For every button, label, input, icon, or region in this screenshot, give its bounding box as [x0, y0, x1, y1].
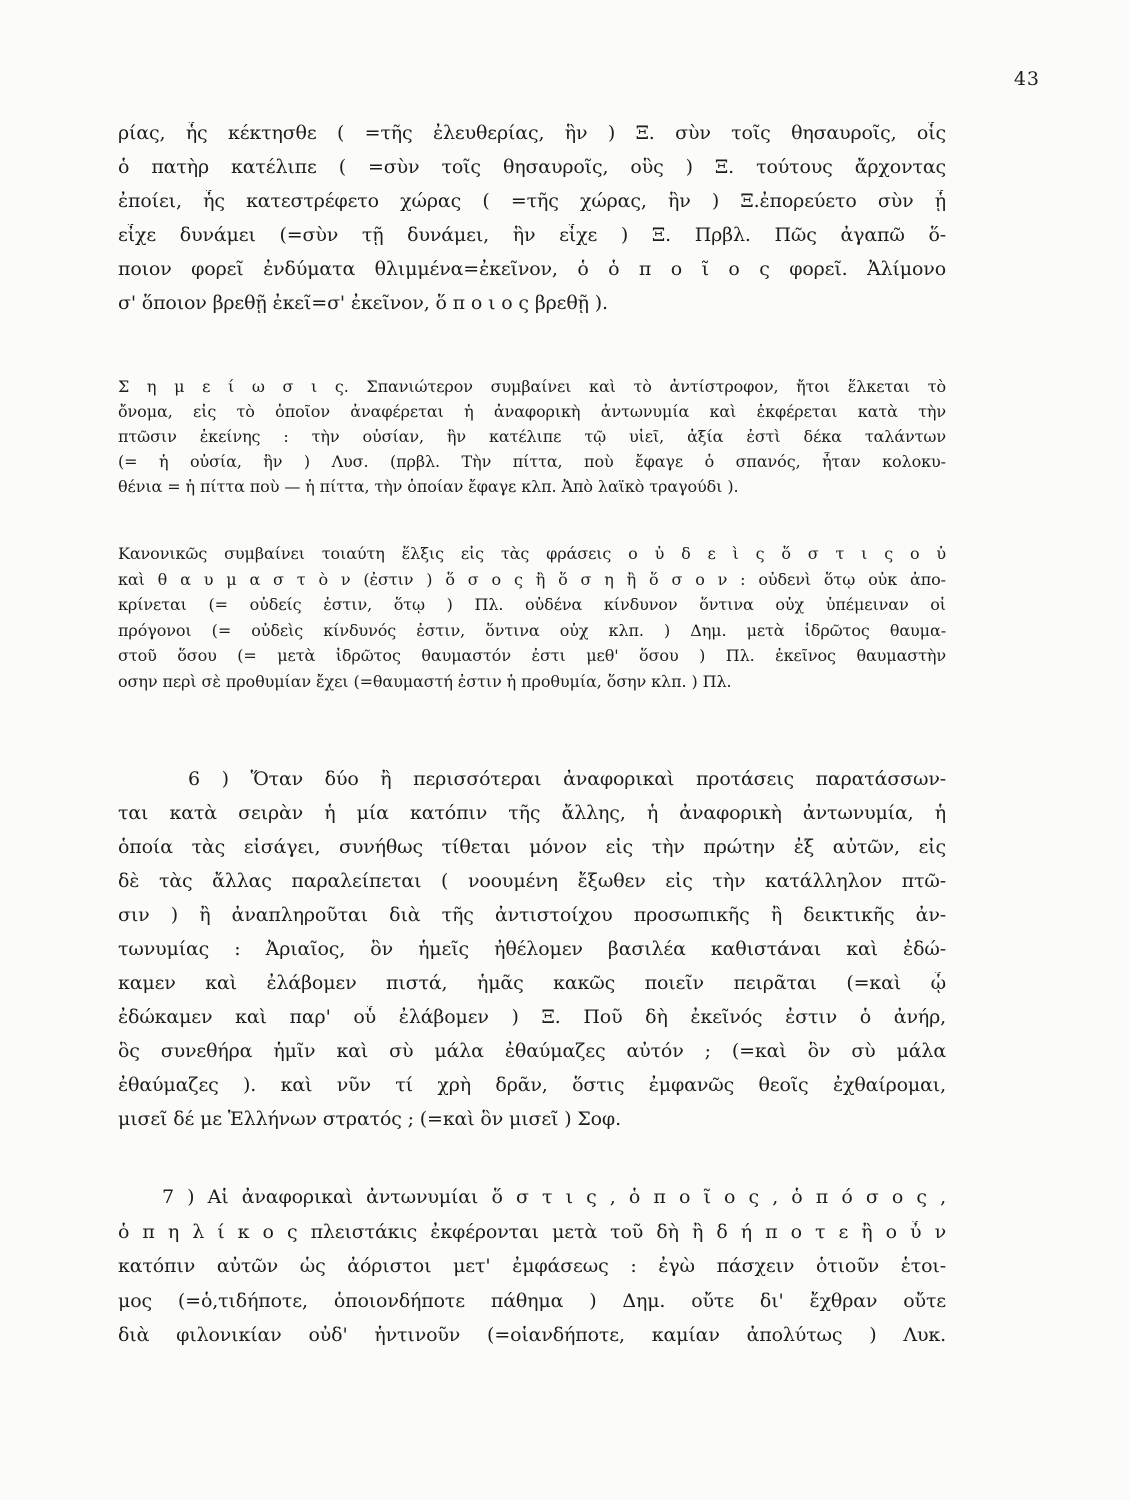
text-line: ρίας, ἧς κέκτησθε ( =τῆς ἐλευθερίας, ἣν ) Ξ. σὺν τοῖς θησαυροῖς, οἷς [118, 122, 946, 144]
text-line: ὃς συνεθήρα ἡμῖν καὶ σὺ μάλα ἐθαύμαζες αὐτόν ; (=καὶ ὃν σὺ μάλα [118, 1040, 946, 1062]
text-line: Σ η μ ε ί ω σ ι ς. Σπανιώτερον συμβαίνει καὶ τὸ ἀντίστροφον, ἤτοι ἕλκεται τὸ [118, 377, 946, 396]
text-line: πρόγονοι (= οὐδεὶς κίνδυνός ἐστιν, ὅντινα οὐχ κλπ. ) Δημ. μετὰ ἱδρῶτος θαυμα- [118, 620, 946, 640]
text-line: ἐδώκαμεν καὶ παρ' οὗ ἐλάβομεν ) Ξ. Ποῦ δὴ ἐκεῖνός ἐστιν ὁ ἀνήρ, [118, 1006, 946, 1028]
text-line: κατόπιν αὐτῶν ὡς ἀόριστοι μετ' ἐμφάσεως : ἐγὼ πάσχειν ὁτιοῦν ἑτοι- [118, 1255, 946, 1277]
text-line: σ' ὅποιον βρεθῇ ἐκεῖ=σ' ἐκεῖνον, ὅ π ο ι ο ς βρεθῇ ). [118, 292, 608, 314]
text-line: πτῶσιν ἐκείνης : τὴν οὐσίαν, ἣν κατέλιπε τῷ υἱεῖ, ἀξία ἐστὶ δέκα ταλάντων [118, 427, 946, 446]
text-line: οσην περὶ σὲ προθυμίαν ἔχει (=θαυμαστή ἐστιν ἡ προθυμία, ὅσην κλπ. ) Πλ. [118, 671, 732, 691]
text-line: μος (=ὁ,τιδήποτε, ὁποιονδήποτε πάθημα ) Δημ. οὔτε δι' ἔχθραν οὔτε [118, 1289, 946, 1312]
text-line: καὶ θ α υ μ α σ τ ὸ ν (ἐστιν ) ὅ σ ο ς ἢ ὅ σ η ἢ ὅ σ ο ν : οὐδενὶ ὅτῳ οὐκ ἀπο- [118, 569, 946, 589]
text-line: εἶχε δυνάμει (=σὺν τῇ δυνάμει, ἣν εἶχε ) Ξ. Πρβλ. Πῶς ἀγαπῶ ὅ- [118, 224, 946, 246]
text-line: ποιον φορεῖ ἐνδύματα θλιμμένα=ἐκεῖνον, ὁ ὁ π ο ῖ ο ς φορεῖ. Ἀλίμονο [118, 258, 946, 280]
text-line: 7 ) Αἱ ἀναφορικαὶ ἀντωνυμίαι ὅ σ τ ι ς , ὁ π ο ῖ ο ς , ὁ π ό σ ο ς , [162, 1186, 946, 1208]
text-line: καμεν καὶ ἐλάβομεν πιστά, ἡμᾶς κακῶς ποιεῖν πειρᾶται (=καὶ ᾧ [118, 972, 946, 994]
text-line: θένια = ἡ πίττα ποὺ — ἡ πίττα, τὴν ὁποίαν ἔφαγε κλπ. Ἀπὸ λαϊκὸ τραγούδι ). [118, 477, 739, 496]
text-line: στοῦ ὅσου (= μετὰ ἱδρῶτος θαυμαστόν ἐστι μεθ' ὅσου ) Πλ. ἐκεῖνος θαυμαστὴν [118, 646, 946, 665]
text-line: διὰ φιλονικίαν οὐδ' ἡντινοῦν (=οἱανδήποτε, καμίαν ἀπολύτως ) Λυκ. [118, 1324, 946, 1346]
text-line: μισεῖ δέ με Ἑλλήνων στρατός ; (=καὶ ὃν μισεῖ ) Σοφ. [118, 1108, 621, 1130]
text-line: ται κατὰ σειρὰν ἡ μία κατόπιν τῆς ἄλλης, ἡ ἀναφορικὴ ἀντωνυμία, ἡ [118, 802, 946, 824]
text-line: κρίνεται (= οὐδείς ἐστιν, ὅτῳ ) Πλ. οὐδένα κίνδυνον ὅντινα οὐχ ὑπέμειναν οἱ [118, 595, 946, 614]
text-line: ἐποίει, ἧς κατεστρέφετο χώρας ( =τῆς χώρας, ἣν ) Ξ.ἐπορεύετο σὺν ᾗ [118, 190, 946, 212]
text-line: σιν ) ἢ ἀναπληροῦται διὰ τῆς ἀντιστοίχου προσωπικῆς ἢ δεικτικῆς ἀν- [118, 904, 946, 926]
text-line: Κανονικῶς συμβαίνει τοιαύτη ἕλξις εἰς τὰς φράσεις ο ὐ δ ε ὶ ς ὅ σ τ ι ς ο ὐ [118, 544, 946, 563]
text-line: 6 ) Ὅταν δύο ἢ περισσότεραι ἀναφορικαὶ προτάσεις παρατάσσων- [188, 768, 946, 790]
text-line: τωνυμίας : Ἀριαῖος, ὃν ἡμεῖς ἠθέλομεν βασιλέα καθιστάναι καὶ ἐδώ- [118, 938, 946, 960]
text-line: (= ἡ οὐσία, ἣν ) Λυσ. (πρβλ. Τὴν πίττα, ποὺ ἔφαγε ὁ σπανός, ἦταν κολοκυ- [118, 452, 946, 471]
text-line: ὄνομα, εἰς τὸ ὁποῖον ἀναφέρεται ἡ ἀναφορικὴ ἀντωνυμία καὶ ἐκφέρεται κατὰ τὴν [118, 402, 946, 421]
text-line: ὁ π η λ ί κ ο ς πλειστάκις ἐκφέρονται μετὰ τοῦ δὴ ἢ δ ή π ο τ ε ἢ ο ὖ ν [118, 1220, 946, 1243]
text-line: ὁποία τὰς εἰσάγει, συνήθως τίθεται μόνον εἰς τὴν πρώτην ἐξ αὐτῶν, εἰς [118, 836, 946, 858]
text-line: ὁ πατὴρ κατέλιπε ( =σὺν τοῖς θησαυροῖς, οὓς ) Ξ. τούτους ἄρχοντας [118, 156, 946, 178]
text-line: δὲ τὰς ἄλλας παραλείπεται ( νοουμένη ἔξωθεν εἰς τὴν κατάλληλον πτῶ- [118, 870, 946, 892]
page-number: 43 [1013, 68, 1040, 90]
text-line: ἐθαύμαζες ). καὶ νῦν τί χρὴ δρᾶν, ὅστις ἐμφανῶς θεοῖς ἐχθαίρομαι, [118, 1074, 946, 1096]
